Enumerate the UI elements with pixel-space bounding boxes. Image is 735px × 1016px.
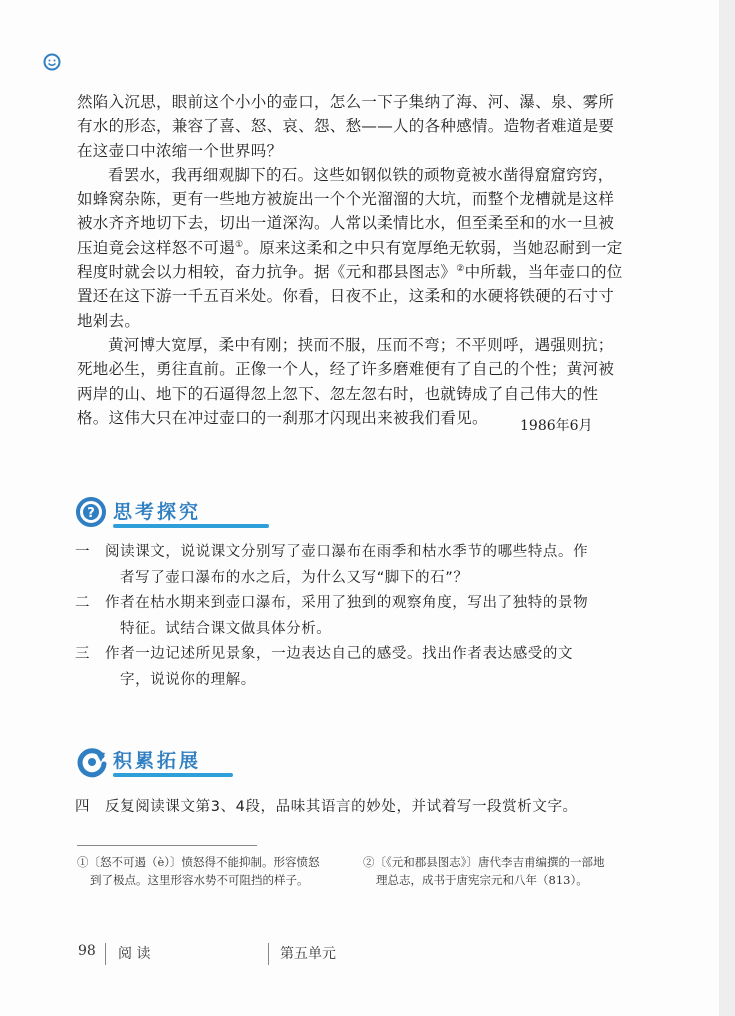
question-number: 四 (75, 799, 91, 815)
svg-text:?: ? (87, 506, 95, 521)
question-text: 作者一边记述所见景象，一边表达自己的感受。找出作者表达感受的文 (105, 646, 574, 662)
book-name: 阅 读 (118, 946, 151, 962)
question-list-2 (75, 795, 635, 821)
paragraph-1: 然陷入沉思，眼前这个小小的壶口，怎么一下子集纳了海、河、瀑、泉、雾所有水的形态，兼容了喜、怒、哀、怨、愁——人的各种感情。造物者难道是要在这壶口中浓缩一个世界吗？ (77, 93, 615, 160)
article-date: 1986年6月 (520, 418, 593, 434)
section-title: 思考探究 (113, 501, 202, 523)
title-underline (113, 773, 233, 777)
page-number: 98 (78, 943, 96, 959)
question-text: 字，说说你的理解。 (120, 671, 256, 688)
article-body (77, 90, 625, 430)
question-text: 反复阅读课文第3、4段，品味其语言的妙处，并试着写一段赏析文字。 (105, 799, 578, 815)
footer-divider (105, 943, 106, 965)
smile-icon (43, 53, 61, 71)
question-text: 作者在枯水期来到壶口瀑布，采用了独到的观察角度，写出了独特的景物 (105, 595, 589, 611)
unit-name: 第五单元 (280, 946, 336, 962)
question-text: 者写了壶口瀑布的水之后，为什么又写“脚下的石”？ (120, 569, 469, 586)
question-item (75, 591, 635, 642)
footnote-ref-1[interactable]: ① (235, 239, 244, 250)
question-item (75, 795, 635, 821)
footnote-ref-2[interactable]: ② (456, 264, 465, 275)
question-text: 阅读课文，说说课文分别写了壶口瀑布在雨季和枯水季节的哪些特点。作 (105, 544, 589, 560)
question-item (75, 642, 635, 693)
question-number: 二 (75, 595, 91, 611)
title-underline (113, 524, 269, 528)
footnote-1: ①〔怒不可遏（è）〕愤怒得不能抑制。形容愤怒 到了极点。这里形容水势不可阻挡的样子。 (77, 855, 320, 887)
question-item (75, 540, 635, 591)
question-mark-icon (75, 496, 107, 528)
circular-arrow-icon (75, 745, 109, 779)
question-list-1 (75, 540, 635, 693)
footer-divider (268, 943, 269, 965)
section-title: 积累拓展 (113, 750, 202, 772)
footnote-2: ②〔《元和郡县图志》〕唐代李吉甫编撰的一部地 理总志，成书于唐宪宗元和八年（813）。 (363, 855, 605, 887)
question-number: 三 (75, 646, 91, 662)
page-edge (719, 0, 735, 1016)
question-number: 一 (75, 544, 91, 560)
paragraph-2: 看罢水，我再细观脚下的石。这些如钢似铁的顽物竟被水凿得窟窟窍窍，如蜂窝杂陈，更有一些地方被旋出一个个光溜溜的大坑，而整个龙槽就是这样被水齐齐地切下去，切出一道深沟。人常以柔情比水，但至柔至和的水一旦被压迫竟会这样怒不可遏①。原来这柔和之中只有宽厚绝无软弱，当她忍耐到一定程度时就会以力相较，奋力抗争。据《元和郡县图志》②中所载，当年壶口的位置还在这下游一千五百米处。你看，日夜不止，这柔和的水硬将铁硬的石寸寸地剁去。 (77, 165, 623, 330)
question-text: 特征。试结合课文做具体分析。 (120, 620, 332, 637)
paragraph-3: 黄河博大宽厚，柔中有刚；挟而不服，压而不弯；不平则呼，遇强则抗；死地必生，勇往直前。正像一个人，经了许多磨难便有了自己的个性；黄河被两岸的山、地下的石逼得忽上忽下、忽左忽右时，也就铸成了自己伟大的性格。这伟大只在冲过壶口的一刹那才闪现出来被我们看见。 (77, 335, 615, 427)
footnote-divider (77, 845, 257, 846)
